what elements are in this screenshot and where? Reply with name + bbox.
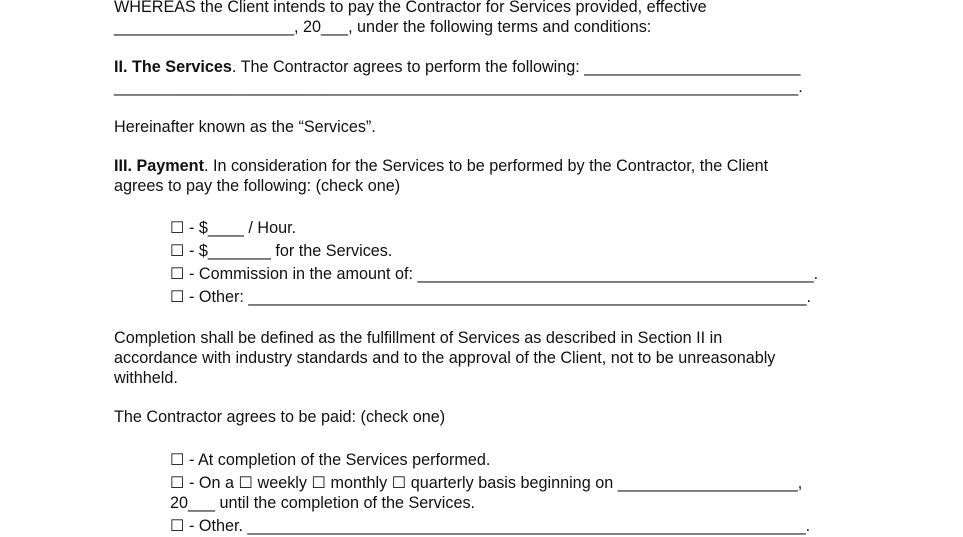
paid-periodic-label-a: - On a <box>184 474 239 492</box>
paid-other-checkbox[interactable]: ☐ <box>170 517 185 535</box>
paid-option-completion <box>170 450 490 470</box>
whereas-line-2: ____________________, 20___, under the following terms and conditions: <box>114 18 652 36</box>
paid-option-periodic-line-2: 20___ until the completion of the Services. <box>170 494 476 512</box>
payment-paragraph-line-2: agrees to pay the following: (check one) <box>114 177 401 195</box>
completion-line-1: Completion shall be defined as the fulfillment of Services as described in Section II in <box>114 329 723 347</box>
paid-intro-text: The Contractor agrees to be paid: (check one) <box>114 408 446 426</box>
services-paragraph-line-1 <box>114 57 800 77</box>
hereinafter-text: Hereinafter known as the “Services”. <box>114 118 376 136</box>
flat-fee-option-label: - $_______ for the Services. <box>184 242 393 260</box>
payment-other-option-label: - Other: ______________________________________________________________. <box>184 288 812 306</box>
whereas-line-1: WHEREAS the Client intends to pay the Contractor for Services provided, effective <box>114 0 707 16</box>
weekly-label: weekly <box>253 474 312 492</box>
weekly-checkbox[interactable]: ☐ <box>238 474 254 492</box>
hourly-option-label: - $____ / Hour. <box>184 219 297 237</box>
paid-option-periodic <box>170 473 802 493</box>
paid-at-completion-checkbox[interactable]: ☐ <box>170 451 185 469</box>
commission-checkbox[interactable]: ☐ <box>170 265 185 283</box>
payment-option-flat-fee <box>170 241 392 261</box>
quarterly-checkbox[interactable]: ☐ <box>391 474 407 492</box>
paid-option-other <box>170 516 810 536</box>
hourly-checkbox[interactable]: ☐ <box>170 219 185 237</box>
commission-option-label: - Commission in the amount of: ____________________________________________. <box>184 265 819 283</box>
payment-option-other <box>170 287 811 307</box>
services-blank-line: ____________________________________________________________________________. <box>114 78 803 96</box>
payment-paragraph-line-1 <box>114 156 768 176</box>
services-heading: II. The Services <box>114 58 232 76</box>
monthly-checkbox[interactable]: ☐ <box>311 474 327 492</box>
services-description: . The Contractor agrees to perform the following: ________________________ <box>231 58 801 76</box>
monthly-label: monthly <box>326 474 392 492</box>
payment-option-commission <box>170 264 818 284</box>
completion-line-2: accordance with industry standards and to the approval of the Client, not to be unreasonably <box>114 349 776 367</box>
paid-at-completion-label: - At completion of the Services performed. <box>184 451 491 469</box>
paid-other-label: - Other. ______________________________________________________________. <box>184 517 811 535</box>
payment-option-hourly <box>170 218 296 238</box>
payment-description: . In consideration for the Services to be performed by the Contractor, the Client <box>203 157 769 175</box>
flat-fee-checkbox[interactable]: ☐ <box>170 242 185 260</box>
completion-line-3: withheld. <box>114 369 178 387</box>
payment-heading: III. Payment <box>114 157 204 175</box>
quarterly-label: quarterly basis beginning on ____________________, <box>406 474 803 492</box>
paid-periodic-checkbox[interactable]: ☐ <box>170 474 185 492</box>
payment-other-checkbox[interactable]: ☐ <box>170 288 185 306</box>
